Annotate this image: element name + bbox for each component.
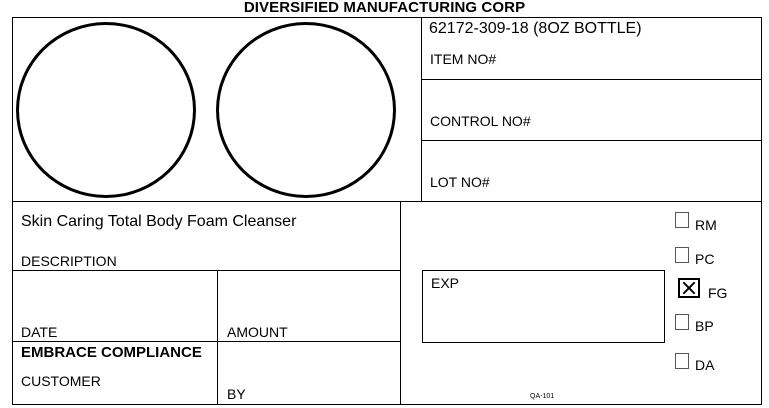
divider-left-lower xyxy=(400,201,401,405)
divider-control-lot xyxy=(421,140,762,141)
checkbox-bp-label: BP xyxy=(695,318,714,334)
description-label: DESCRIPTION xyxy=(21,253,117,269)
checkbox-rm-label: RM xyxy=(695,217,717,233)
checkbox-pc-label: PC xyxy=(695,251,715,267)
checkbox-bp[interactable] xyxy=(675,314,689,330)
checkbox-fg-label: FG xyxy=(708,285,728,301)
customer-label: CUSTOMER xyxy=(21,373,101,389)
amount-label: AMOUNT xyxy=(227,324,288,340)
item-number-label: ITEM NO# xyxy=(430,51,497,67)
description-value: Skin Caring Total Body Foam Cleanser xyxy=(21,213,297,230)
form-code: QA-101 xyxy=(530,393,555,400)
divider-date-customer xyxy=(12,341,401,342)
by-label: BY xyxy=(227,386,246,402)
company-name: DIVERSIFIED MANUFACTURING CORP xyxy=(243,0,526,16)
date-label: DATE xyxy=(21,324,58,340)
checkbox-da-label: DA xyxy=(695,357,715,373)
customer-value: EMBRACE COMPLIANCE xyxy=(21,344,202,361)
item-number-value: 62172-309-18 (8OZ BOTTLE) xyxy=(429,20,642,37)
checkbox-pc[interactable] xyxy=(675,247,689,263)
seal-circle-left xyxy=(16,22,196,198)
control-number-label: CONTROL NO# xyxy=(430,113,531,129)
lot-number-label: LOT NO# xyxy=(430,174,490,190)
divider-item-control xyxy=(421,79,762,80)
seal-circle-right xyxy=(216,22,396,198)
checkbox-da[interactable] xyxy=(675,353,689,369)
divider-middle xyxy=(12,201,762,202)
exp-label: EXP xyxy=(431,275,460,291)
checkbox-rm[interactable] xyxy=(675,212,689,228)
divider-description-date xyxy=(12,270,401,271)
divider-right-top xyxy=(421,17,422,202)
divider-date-amount xyxy=(217,270,218,405)
checkbox-fg[interactable] xyxy=(678,278,700,298)
